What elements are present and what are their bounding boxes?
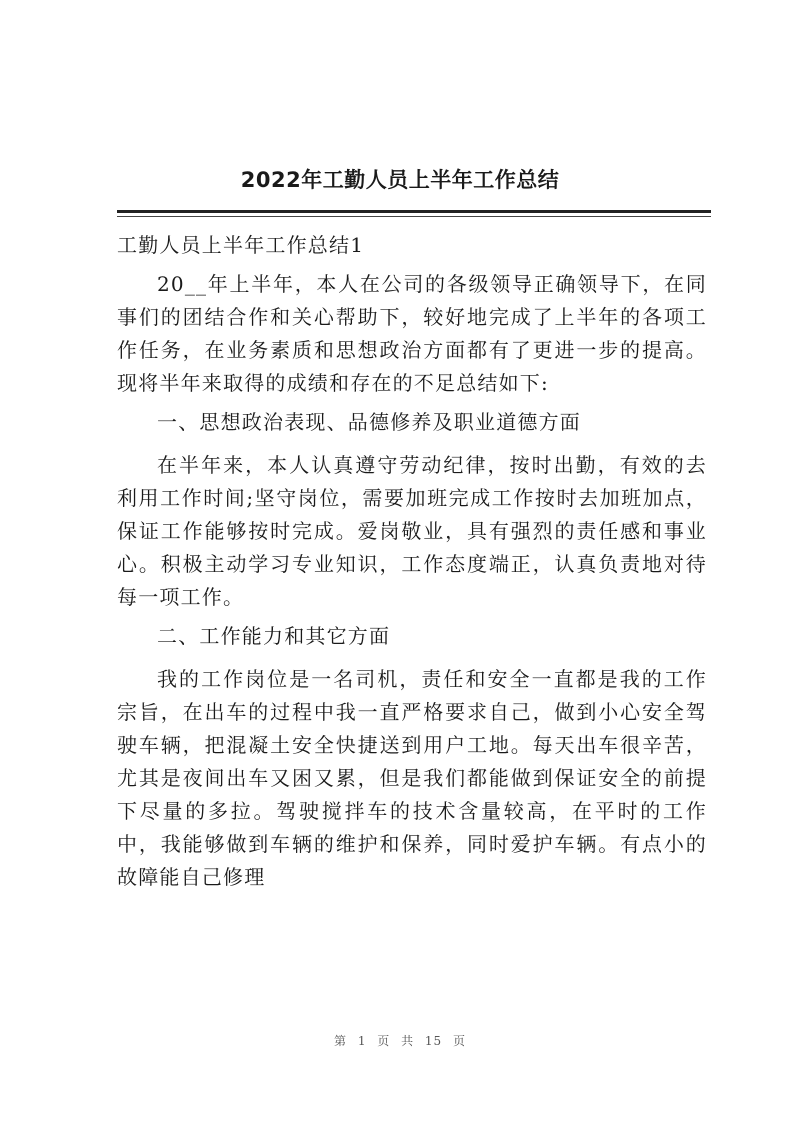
page-number-footer: 第 1 页 共 15 页 — [334, 1034, 466, 1048]
section-heading-2: 二、工作能力和其它方面 — [157, 624, 391, 648]
document-title: 2022年工勤人员上半年工作总结 — [240, 168, 560, 192]
document-body — [117, 229, 707, 900]
work-ability-paragraph: 我的工作岗位是一名司机，责任和安全一直都是我的工作宗旨，在出车的过程中我一直严格要求自己，做到小心安全驾驶车辆，把混凝土安全快捷送到用户工地。每天出车很辛苦，尤其是夜间出车又困又累，但是我们都能做到保证安全的前提下尽量的多拉。驾驶搅拌车的技术含量较高，在平时的工作中，我能够做到车辆的维护和保养，同时爱护车辆。有点小的故障能自己修理 — [117, 667, 707, 889]
title-underline-thin — [117, 216, 711, 217]
section-heading-1: 一、思想政治表现、品德修养及职业道德方面 — [157, 410, 581, 434]
intro-paragraph: 20__年上半年，本人在公司的各级领导正确领导下，在同事们的团结合作和关心帮助下，较好地完成了上半年的各项工作任务，在业务素质和思想政治方面都有了更进一步的提高。现将半年来取得的成绩和存在的不足总结如下: — [117, 272, 707, 395]
title-underline-thick — [117, 210, 711, 213]
section-subtitle: 工勤人员上半年工作总结1 — [117, 233, 365, 257]
political-performance-paragraph: 在半年来，本人认真遵守劳动纪律，按时出勤，有效的去利用工作时间;坚守岗位，需要加班完成工作按时去加班加点，保证工作能够按时完成。爱岗敬业，具有强烈的责任感和事业心。积极主动学习专业知识，工作态度端正，认真负责地对待每一项工作。 — [117, 453, 707, 609]
